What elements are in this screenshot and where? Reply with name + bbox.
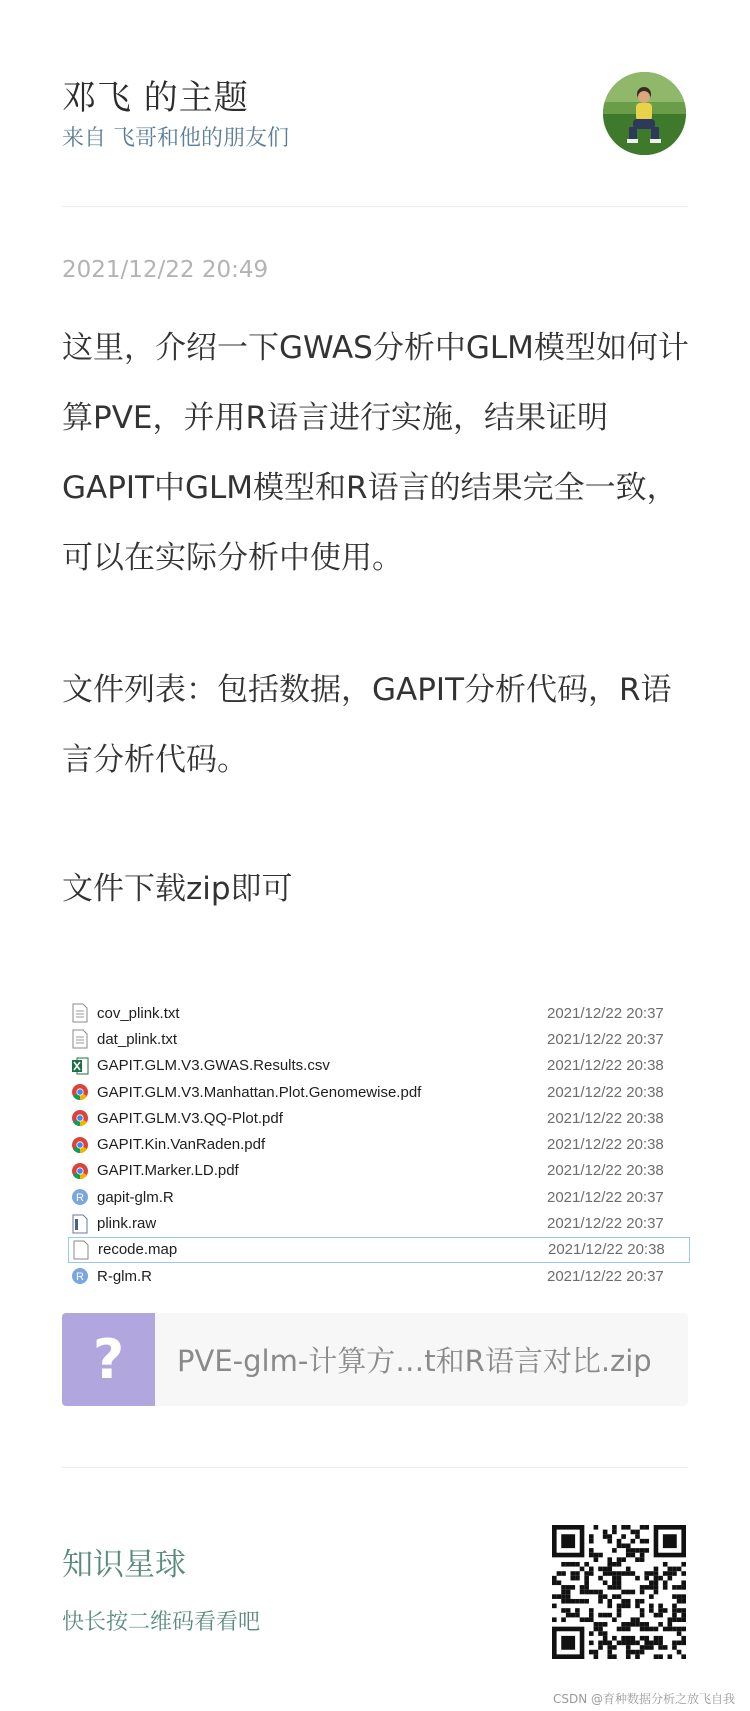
- file-row[interactable]: [68, 1079, 690, 1105]
- post-paragraph-file-list: 文件列表：包括数据，GAPIT分析代码，R语言分析代码。: [62, 672, 672, 778]
- chrome-icon: [71, 1108, 89, 1128]
- topic-title: 邓飞 的主题: [62, 78, 249, 118]
- file-name: recode.map: [98, 1241, 178, 1259]
- file-row[interactable]: [68, 1237, 690, 1263]
- file-row[interactable]: [68, 1184, 690, 1210]
- file-date: 2021/12/22 20:38: [547, 1136, 664, 1154]
- attachment-filename: PVE-glm-计算方…t和R语言对比.zip: [177, 1344, 652, 1378]
- file-date: 2021/12/22 20:38: [548, 1241, 665, 1259]
- file-name: plink.raw: [97, 1215, 157, 1233]
- file-list-screenshot: [68, 1000, 690, 1290]
- file-name: GAPIT.Marker.LD.pdf: [97, 1162, 239, 1180]
- post-paragraph-download: 文件下载zip即可: [62, 871, 293, 907]
- header-divider: [62, 206, 688, 207]
- file-row[interactable]: [68, 1026, 690, 1052]
- post-paragraph-intro: 这里，介绍一下GWAS分析中GLM模型如何计算PVE，并用R语言进行实施，结果证明GAPIT中GLM模型和R语言的结果完全一致，可以在实际分析中使用。: [62, 330, 689, 576]
- unknown-file-icon: ?: [62, 1313, 155, 1406]
- file-date: 2021/12/22 20:37: [547, 1215, 664, 1233]
- file-date: 2021/12/22 20:37: [547, 1030, 664, 1048]
- svg-text:R: R: [76, 1192, 84, 1205]
- file-date: 2021/12/22 20:38: [547, 1057, 664, 1075]
- file-date: 2021/12/22 20:38: [547, 1162, 664, 1180]
- file-date: 2021/12/22 20:37: [547, 1004, 664, 1022]
- raw-file-icon: [71, 1214, 89, 1234]
- chrome-icon: [71, 1161, 89, 1181]
- file-row[interactable]: [68, 1053, 690, 1079]
- excel-icon: [71, 1056, 89, 1076]
- svg-text:R: R: [76, 1271, 84, 1284]
- r-file-icon: [71, 1266, 89, 1286]
- file-name: R-glm.R: [97, 1267, 152, 1285]
- author-avatar[interactable]: [603, 72, 686, 155]
- file-date: 2021/12/22 20:37: [547, 1188, 664, 1206]
- file-row[interactable]: [68, 1105, 690, 1131]
- text-file-icon: [71, 1003, 89, 1023]
- text-file-icon: [71, 1029, 89, 1049]
- file-row[interactable]: [68, 1263, 690, 1289]
- chrome-icon: [71, 1135, 89, 1155]
- csdn-watermark: CSDN @育种数据分析之放飞自我: [552, 1692, 735, 1706]
- file-row[interactable]: [68, 1210, 690, 1236]
- file-name: GAPIT.GLM.V3.QQ-Plot.pdf: [97, 1109, 283, 1127]
- file-name: GAPIT.GLM.V3.GWAS.Results.csv: [97, 1057, 330, 1075]
- file-row[interactable]: [68, 1000, 690, 1026]
- file-date: 2021/12/22 20:38: [547, 1109, 664, 1127]
- file-name: dat_plink.txt: [97, 1030, 178, 1048]
- file-row[interactable]: [68, 1131, 690, 1157]
- file-name: GAPIT.Kin.VanRaden.pdf: [97, 1136, 266, 1154]
- footer-divider: [62, 1467, 688, 1468]
- file-name: GAPIT.GLM.V3.Manhattan.Plot.Genomewise.pdf: [97, 1083, 422, 1101]
- blank-file-icon: [72, 1240, 90, 1260]
- topic-header: [62, 76, 482, 154]
- file-name: gapit-glm.R: [97, 1188, 174, 1206]
- qr-code-icon[interactable]: [552, 1525, 686, 1659]
- file-date: 2021/12/22 20:38: [547, 1083, 664, 1101]
- planet-title: 知识星球: [62, 1547, 186, 1583]
- planet-hint: 快长按二维码看看吧: [62, 1610, 261, 1635]
- chrome-icon: [71, 1082, 89, 1102]
- file-row[interactable]: [68, 1158, 690, 1184]
- post-timestamp: 2021/12/22 20:49: [62, 257, 269, 283]
- avatar-photo: [603, 72, 686, 155]
- r-file-icon: [71, 1187, 89, 1207]
- topic-source-link[interactable]: 来自 飞哥和他的朋友们: [62, 126, 289, 151]
- file-date: 2021/12/22 20:37: [547, 1267, 664, 1285]
- zip-attachment-card[interactable]: [62, 1313, 688, 1406]
- file-name: cov_plink.txt: [97, 1004, 180, 1022]
